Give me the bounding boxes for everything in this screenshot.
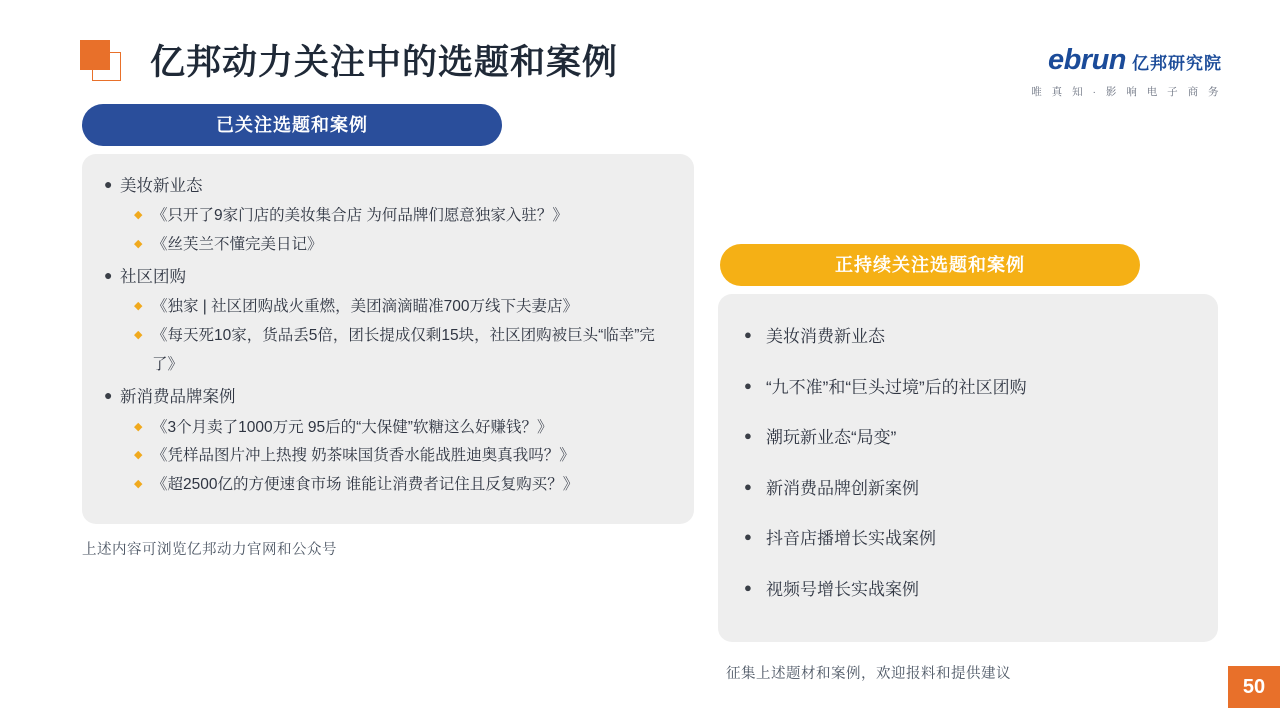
article-list: [104, 202, 672, 259]
logo-row: [1031, 44, 1222, 77]
left-column: [82, 104, 694, 559]
topic-label: 视频号增长实战案例: [766, 579, 919, 599]
list-item: [134, 442, 672, 471]
bullet-dot-icon: ●: [744, 579, 752, 595]
bullet-diamond-icon: ◆: [134, 237, 143, 250]
title-decoration-squares: [80, 40, 122, 82]
topic-group: [104, 263, 672, 379]
topic-group-header: [104, 263, 672, 291]
article-list: [104, 414, 672, 500]
left-footnote: 上述内容可浏览亿邦动力官网和公众号: [82, 542, 337, 558]
list-item: [134, 293, 672, 322]
article-title: 《凭样品图片冲上热搜 奶茶味国货香水能战胜迪奥真我吗？》: [152, 447, 575, 465]
right-panel: [718, 294, 1218, 642]
list-item: [744, 577, 1192, 603]
topic-label: 美妆消费新业态: [766, 327, 885, 346]
square-outline: [92, 52, 121, 81]
followed-topics-list: [104, 172, 672, 500]
right-section-header: 正持续关注选题和案例: [720, 244, 1140, 286]
topic-group-header: [104, 383, 672, 411]
article-title: 《只开了9家门店的美妆集合店 为何品牌们愿意独家入驻？》: [152, 207, 568, 225]
bullet-diamond-icon: ◆: [134, 329, 143, 342]
bullet-dot-icon: ●: [104, 267, 113, 284]
topic-group: [104, 383, 672, 499]
bullet-dot-icon: ●: [104, 387, 113, 404]
bullet-dot-icon: ●: [104, 176, 113, 192]
bullet-dot-icon: ●: [744, 428, 752, 443]
bullet-dot-icon: ●: [744, 377, 752, 393]
topic-label: 抖音店播增长实战案例: [766, 529, 936, 548]
brand-logo: [1031, 44, 1222, 99]
article-title: 《独家 | 社区团购战火重燃，美团滴滴瞄准700万线下夫妻店》: [152, 298, 579, 316]
bullet-dot-icon: ●: [744, 529, 752, 544]
list-item: [744, 526, 1192, 552]
ongoing-topics-list: [744, 324, 1192, 602]
left-section-header: 已关注选题和案例: [82, 104, 502, 146]
bullet-diamond-icon: ◆: [134, 420, 143, 433]
logo-text-en: ebrun: [1047, 44, 1126, 76]
topic-group-header: [104, 172, 672, 200]
article-title: 《超2500亿的方便速食市场 谁能让消费者记住且反复购买？》: [152, 475, 579, 493]
topic-group: [104, 172, 672, 259]
article-title: 《每天死10家，货品丢5倍，团长提成仅剩15块，社区团购被巨头“临幸”完了》: [152, 327, 655, 373]
left-panel: [82, 154, 694, 524]
topic-group-title: 美妆新业态: [120, 177, 203, 195]
article-title: 《丝芙兰不懂完美日记》: [152, 235, 323, 253]
list-item: [134, 231, 672, 260]
list-item: [134, 414, 672, 443]
topic-label: 新消费品牌创新案例: [766, 478, 919, 498]
topic-label: 潮玩新业态“局变”: [766, 428, 897, 447]
logo-text-cn: 亿邦研究院: [1132, 49, 1222, 74]
list-item: [744, 425, 1192, 451]
bullet-diamond-icon: ◆: [134, 300, 143, 313]
page-number-badge: 50: [1228, 666, 1280, 708]
list-item: [744, 324, 1192, 350]
list-item: [134, 471, 672, 500]
bullet-dot-icon: ●: [744, 327, 752, 342]
bullet-diamond-icon: ◆: [134, 449, 143, 462]
list-item: [134, 202, 672, 231]
bullet-diamond-icon: ◆: [134, 477, 143, 490]
list-item: [744, 375, 1192, 401]
bullet-diamond-icon: ◆: [134, 209, 143, 222]
topic-group-title: 社区团购: [120, 268, 186, 287]
list-item: [134, 322, 672, 379]
slide-header: [0, 0, 1280, 110]
page-title: 亿邦动力关注中的选题和案例: [150, 43, 619, 82]
article-list: [104, 293, 672, 379]
bullet-dot-icon: ●: [744, 478, 752, 494]
list-item: [744, 476, 1192, 502]
right-column: [718, 244, 1218, 642]
topic-label: “九不准”和“巨头过境”后的社区团购: [766, 377, 1027, 397]
right-footnote: 征集上述题材和案例，欢迎报料和提供建议: [726, 666, 1011, 682]
logo-tagline: 唯 真 知 · 影 响 电 子 商 务: [1031, 86, 1222, 98]
topic-group-title: 新消费品牌案例: [120, 388, 236, 407]
article-title: 《3个月卖了1000万元 95后的“大保健”软糖这么好赚钱？》: [152, 418, 553, 436]
